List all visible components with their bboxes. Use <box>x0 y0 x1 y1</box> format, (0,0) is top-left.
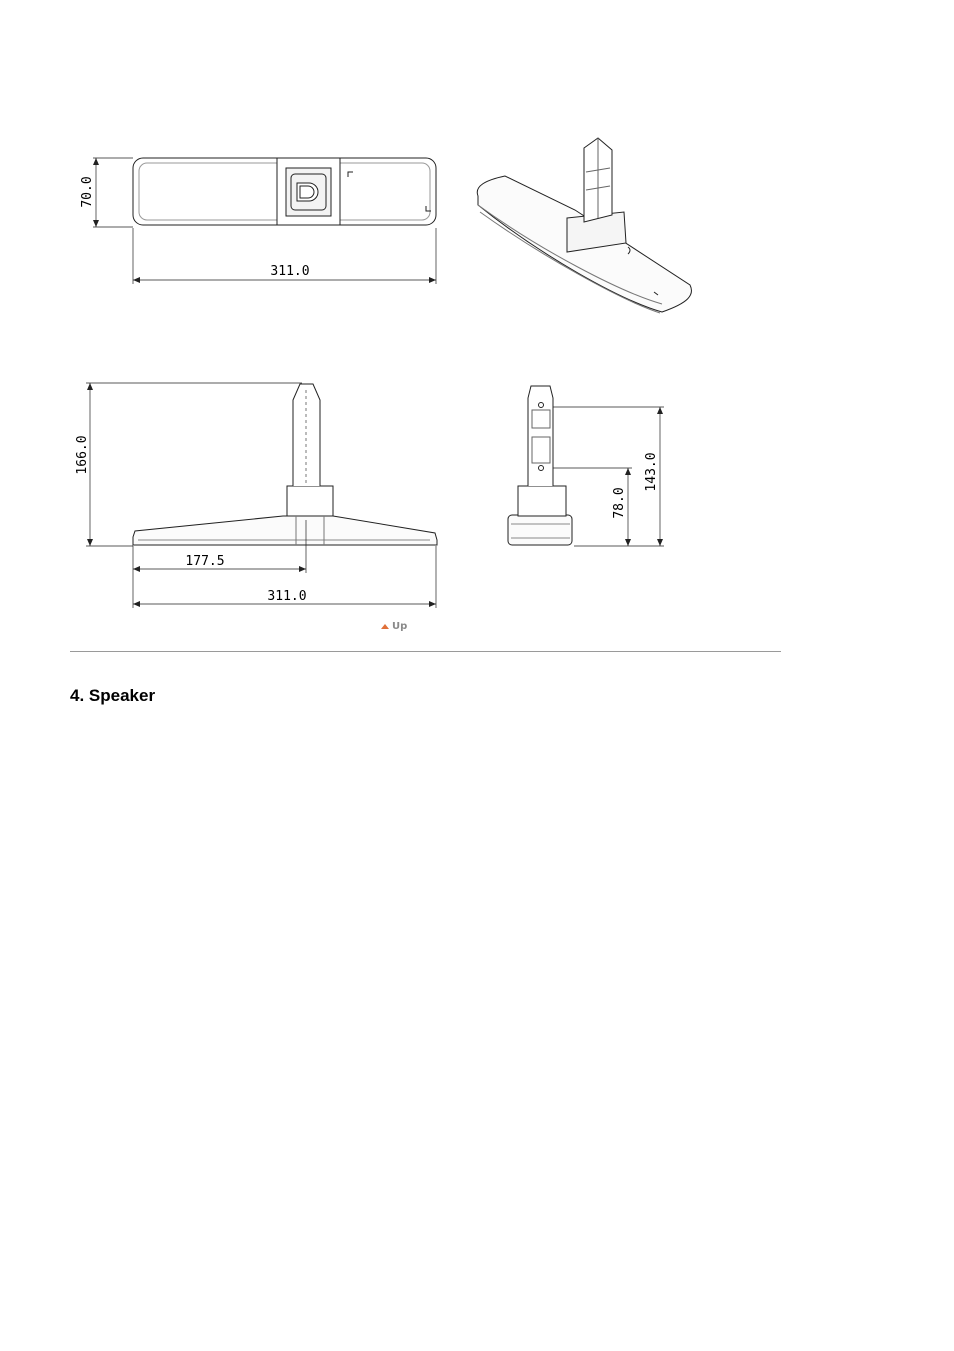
top-view <box>93 158 436 284</box>
side-view-center-label: 177.5 <box>185 554 225 569</box>
top-view-width-label: 311.0 <box>270 264 310 279</box>
side-view-width-label: 311.0 <box>267 589 307 604</box>
section-title: 4. Speaker <box>70 686 156 705</box>
up-arrow-icon <box>381 624 389 629</box>
section-divider <box>70 651 781 652</box>
end-view-lower-label: 78.0 <box>612 487 627 519</box>
stand-dimension-drawing <box>0 0 954 660</box>
side-view-height-label: 166.0 <box>75 435 90 475</box>
up-link-label: Up <box>392 621 408 632</box>
side-view <box>86 383 437 608</box>
isometric-view <box>477 138 691 313</box>
end-view-upper-label: 143.0 <box>644 452 659 492</box>
up-link[interactable] <box>381 621 407 632</box>
top-view-depth-label: 70.0 <box>80 176 95 208</box>
end-view <box>508 386 664 546</box>
